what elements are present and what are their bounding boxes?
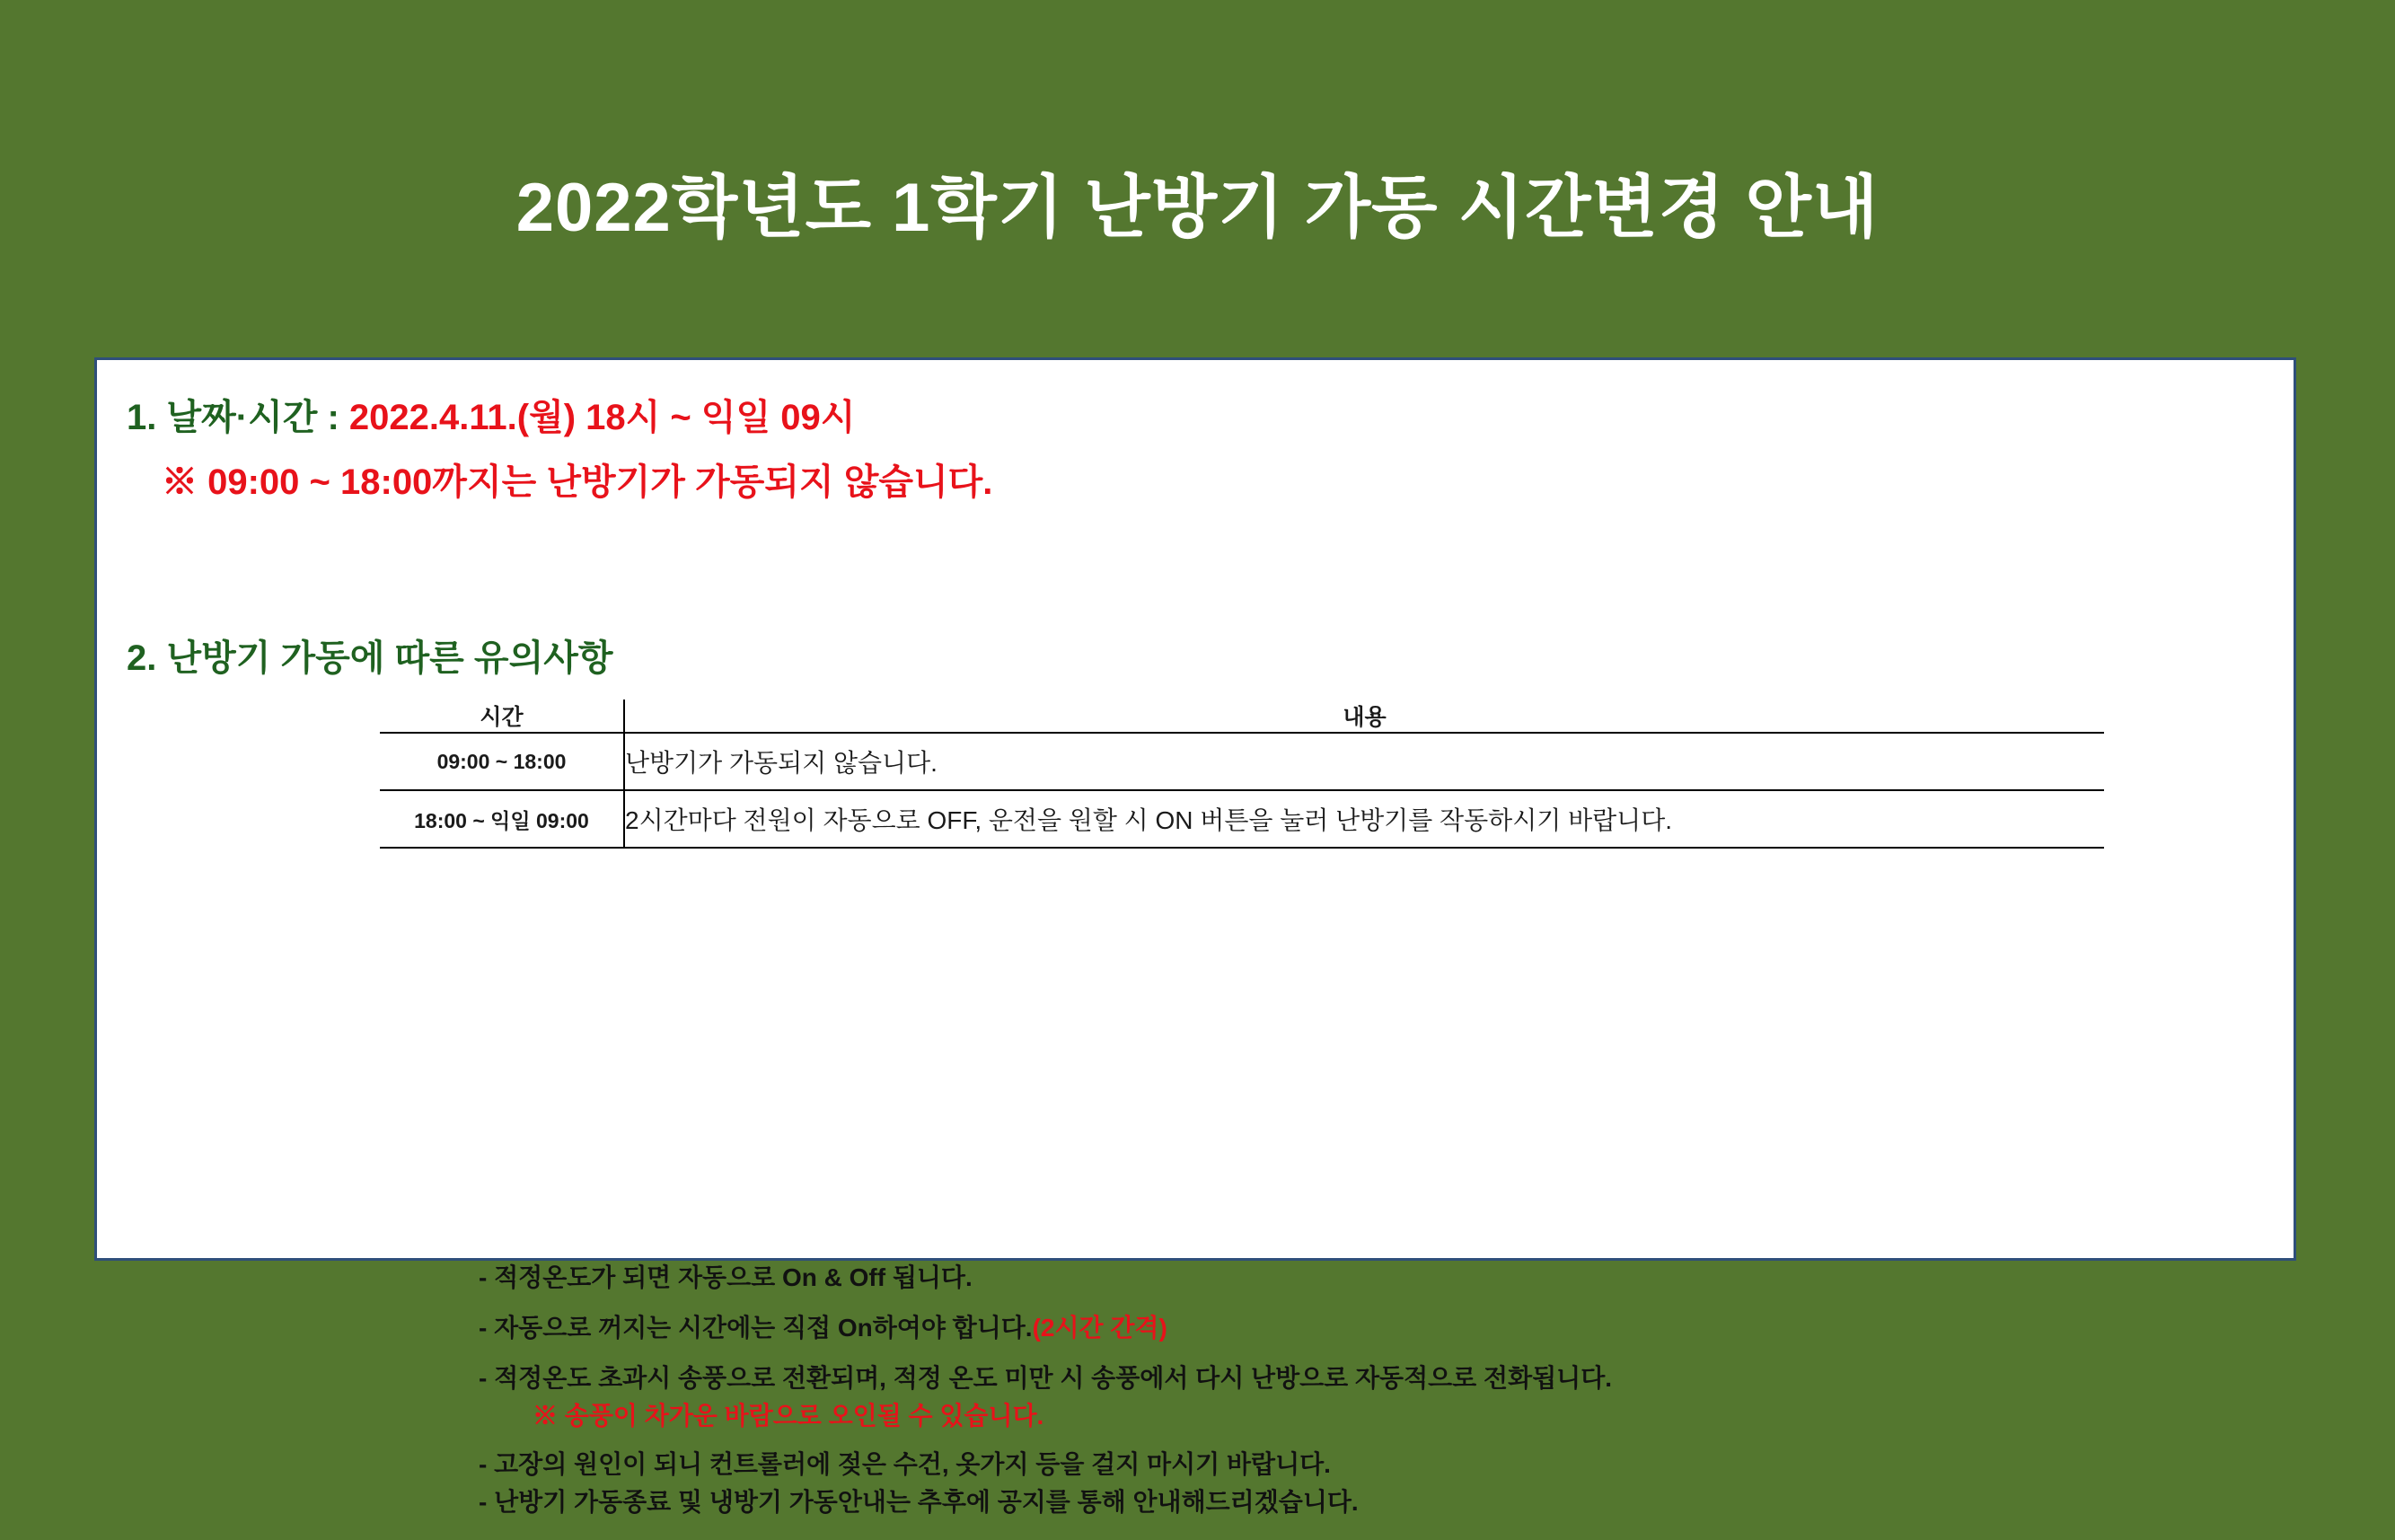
schedule-value: 2022.4.11.(월) 18시 ~ 익일 09시 — [348, 398, 856, 437]
table-header-content: 내용 — [1343, 705, 1387, 730]
table-header-time: 시간 — [380, 700, 624, 733]
note-text: - 적정온도 초과시 송풍으로 전환되며, 적정 온도 미만 시 송풍에서 다시 난방으로 자동적으로 전화됩니다. — [479, 1364, 1613, 1392]
note-text: - 고장의 원인이 되니 컨트롤러에 젖은 수건, 옷가지 등을 걸지 마시기 바랍니다. — [479, 1450, 1331, 1478]
schedule-line — [127, 389, 855, 440]
precautions-heading: 2. 난방기 가동에 따른 유의사항 — [127, 638, 613, 678]
note-text: - 자동으로 꺼지는 시간에는 직접 On하여야 합니다. — [479, 1314, 1033, 1342]
list-item — [479, 1265, 2230, 1290]
list-item — [479, 1490, 2230, 1515]
content-panel — [94, 357, 2296, 1516]
table-cell-time: 09:00 ~ 18:00 — [380, 733, 624, 790]
precautions-table — [380, 700, 2104, 849]
list-item — [479, 1452, 2230, 1477]
schedule-label: 1. 날짜·시간 : — [127, 398, 349, 437]
schedule-note: ※ 09:00 ~ 18:00까지는 난방기가 가동되지 않습니다. — [162, 462, 993, 502]
notes-list — [479, 1265, 2230, 1540]
table-cell-content: 2시간마다 전원이 자동으로 OFF, 운전을 원할 시 ON 버튼을 눌러 난방기를 작동하시기 바랍니다. — [624, 790, 2104, 848]
list-item — [479, 1366, 2230, 1391]
table-cell-time: 18:00 ~ 익일 09:00 — [380, 790, 624, 848]
table-row — [380, 790, 2104, 848]
list-item — [479, 1316, 2230, 1341]
table-row — [380, 733, 2104, 790]
table-cell-content: 난방기가 가동되지 않습니다. — [624, 733, 2104, 790]
table-header-row — [380, 700, 2104, 733]
note-text: - 난방기 가동종료 및 냉방기 가동안내는 추후에 공지를 통해 안내해드리겠습니다. — [479, 1488, 1359, 1516]
note-emphasis: (2시간 간격) — [1032, 1314, 1167, 1342]
list-item — [479, 1404, 2230, 1429]
note-text: - 적정온도가 되면 자동으로 On & Off 됩니다. — [479, 1263, 973, 1291]
note-text: ※ 송풍이 차가운 바람으로 오인될 수 있습니다. — [533, 1402, 1044, 1430]
page-title: 2022학년도 1학기 난방기 가동 시간변경 안내 — [515, 170, 1880, 246]
